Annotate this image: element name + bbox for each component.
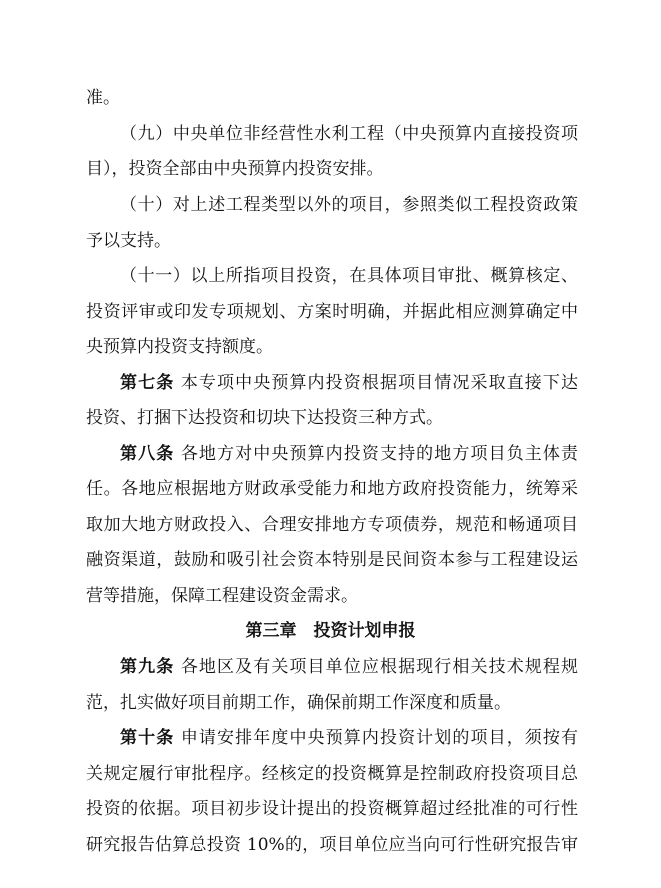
line-text: 准。: [86, 88, 120, 108]
line-text: 予以支持。: [86, 231, 171, 251]
article-number: 第九条: [120, 657, 175, 677]
line-text: 营等措施，保障工程建设资金需求。: [86, 586, 358, 606]
paragraph-line: [86, 226, 578, 256]
paragraph-line: [86, 794, 578, 824]
paragraph-line: [86, 830, 578, 860]
paragraph-line: [86, 119, 578, 149]
line-text: 取加大地方财政投入、合理安排地方专项债券，规范和畅通项目: [86, 515, 578, 535]
line-text: 投资、打捆下达投资和切块下达投资三种方式。: [86, 408, 443, 428]
paragraph-line: [86, 581, 578, 611]
line-text: 投资的依据。项目初步设计提出的投资概算超过经批准的可行性: [86, 799, 578, 819]
paragraph-line: [86, 154, 578, 184]
paragraph-line: [86, 261, 578, 291]
article-number: 第十条: [120, 728, 175, 748]
line-text: 投资评审或印发专项规划、方案时明确，并据此相应测算确定中: [86, 302, 578, 322]
line-text: 目），投资全部由中央预算内投资安排。: [86, 159, 384, 179]
article-7-line: [86, 368, 578, 398]
article-8-line: [86, 439, 578, 469]
paragraph-line: [86, 510, 578, 540]
line-text: 申请安排年度中央预算内投资计划的项目，须按有: [180, 728, 578, 748]
line-text: 央预算内投资支持额度。: [86, 337, 273, 357]
line-text: 融资渠道，鼓励和吸引社会资本特别是民间资本参与工程建设运: [86, 550, 578, 570]
chapter-heading: 第三章 投资计划申报: [245, 621, 416, 641]
paragraph-line: [86, 332, 578, 362]
paragraph-line: [86, 83, 578, 113]
line-text: 各地方对中央预算内投资支持的地方项目负主体责: [180, 444, 578, 464]
paragraph-line: [86, 474, 578, 504]
article-9-line: [86, 652, 578, 682]
line-text: （九）中央单位非经营性水利工程（中央预算内直接投资项: [120, 124, 578, 144]
article-10-line: [86, 723, 578, 753]
line-text: （十一）以上所指项目投资，在具体项目审批、概算核定、: [120, 266, 578, 286]
paragraph-line: [86, 545, 578, 575]
line-text: 关规定履行审批程序。经核定的投资概算是控制政府投资项目总: [86, 764, 578, 784]
paragraph-line: [86, 297, 578, 327]
article-number: 第七条: [120, 373, 175, 393]
line-text: 任。各地应根据地方财政承受能力和地方政府投资能力，统筹采: [86, 479, 578, 499]
article-number: 第八条: [120, 444, 175, 464]
line-text: （十）对上述工程类型以外的项目，参照类似工程投资政策: [120, 195, 578, 215]
line-text: 研究报告估算总投资 10%的，项目单位应当向可行性研究报告审: [86, 835, 578, 855]
line-text: 范，扎实做好项目前期工作，确保前期工作深度和质量。: [86, 693, 511, 713]
paragraph-line: [86, 759, 578, 789]
paragraph-line: [86, 190, 578, 220]
paragraph-line: [86, 688, 578, 718]
line-text: 各地区及有关项目单位应根据现行相关技术规程规: [180, 657, 578, 677]
paragraph-line: [86, 403, 578, 433]
line-text: 本专项中央预算内投资根据项目情况采取直接下达: [180, 373, 578, 393]
